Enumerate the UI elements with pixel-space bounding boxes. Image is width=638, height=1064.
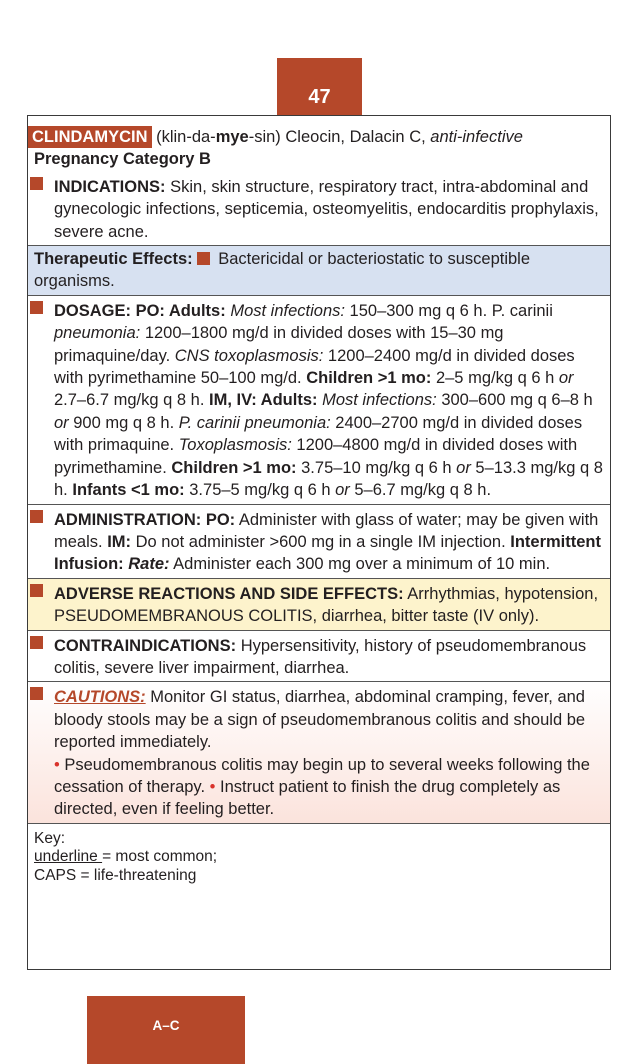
administration-section	[28, 505, 610, 579]
pregnancy-category: Pregnancy Category B	[34, 150, 211, 169]
square-bullet-icon	[197, 252, 210, 265]
dosage-text: or	[456, 458, 471, 477]
dosage-text: 5–6.7 mg/kg q 8 h.	[349, 481, 492, 500]
brand-names: -sin) Cleocin, Dalacin C,	[248, 128, 431, 146]
bullet-icon: •	[54, 755, 60, 774]
dosage-text: Toxoplasmosis:	[178, 436, 292, 455]
dosage-text: 900 mg q 8 h.	[68, 413, 179, 432]
square-bullet-icon	[30, 687, 43, 700]
key-caps-text: CAPS = life-threatening	[34, 866, 197, 884]
drug-card	[27, 115, 611, 970]
indications-label: INDICATIONS:	[54, 177, 166, 196]
key-legend	[28, 824, 610, 886]
key-underline-line	[34, 848, 604, 867]
dosage-text: P. carinii pneumonia:	[178, 413, 331, 432]
dosage-text: pneumonia:	[54, 324, 141, 343]
dosage-text: Most infections:	[230, 301, 345, 320]
dosage-text: 2.7–6.7 mg/kg q 8 h.	[54, 391, 210, 410]
administration-label: ADMINISTRATION: PO:	[54, 510, 236, 529]
page-number: 47	[308, 86, 331, 108]
dosage-text: 1200–1800 mg/d in divided doses with 15–30 mg primaquine/day.	[54, 324, 504, 365]
therapeutic-section	[28, 246, 610, 296]
key-title: Key:	[34, 829, 66, 847]
dosage-section	[28, 296, 610, 505]
dosage-text: 150–300 mg q 6 h. P. carinii	[344, 301, 553, 320]
administration-text: Administer with glass of water; may be given with meals.	[54, 510, 599, 551]
drug-class: anti-infective	[430, 128, 523, 146]
adverse-label: ADVERSE REACTIONS AND SIDE EFFECTS:	[54, 584, 404, 603]
square-bullet-icon	[30, 510, 43, 523]
administration-text: IM:	[107, 532, 132, 551]
cautions-text: Pseudomembranous colitis may begin up to several weeks following the cessation of therapy.	[54, 755, 590, 796]
therapeutic-label: Therapeutic Effects:	[34, 250, 193, 269]
dosage-text: 1200–4800 mg/d in divided doses with pyrimethamine.	[54, 436, 578, 477]
dosage-text: 300–600 mg q 6–8 h	[436, 391, 593, 410]
administration-text: Administer each 300 mg over a minimum of 10 min.	[169, 555, 551, 574]
cautions-section	[28, 682, 610, 823]
dosage-text: 1200–2400 mg/d in divided doses with pyrimethamine 50–100 mg/d.	[54, 346, 575, 388]
dosage-text: Most infections:	[322, 391, 437, 410]
cautions-label: CAUTIONS:	[54, 688, 146, 707]
drug-header	[28, 116, 610, 172]
pronunciation-stress: mye	[215, 128, 249, 146]
pronunciation-pre: (klin-da-	[151, 128, 216, 146]
key-underline-text: = most common;	[102, 848, 218, 866]
administration-text: Intermittent Infusion:	[54, 532, 601, 574]
dosage-text: IM, IV: Adults:	[209, 391, 318, 410]
therapeutic-text: Bactericidal or bacteriostatic to susceptible organisms.	[34, 250, 531, 291]
square-bullet-icon	[30, 177, 43, 190]
dosage-text: 2–5 mg/kg q 6 h	[431, 369, 559, 388]
dosage-text: 3.75–10 mg/kg q 6 h	[296, 458, 457, 477]
square-bullet-icon	[30, 636, 43, 649]
indications-text: Skin, skin structure, respiratory tract, intra-abdominal and gynecologic infections, septicemia, osteomyelitis, endocarditis prophylaxis, severe acne.	[54, 177, 599, 241]
cautions-text: Instruct patient to finish the drug completely as directed, even if feeling better.	[54, 777, 561, 819]
dosage-text: 5–13.3 mg/kg q 8 h.	[54, 458, 603, 500]
section-tab	[87, 996, 245, 1064]
adverse-section	[28, 579, 610, 631]
contraindications-section	[28, 631, 610, 683]
drug-name: CLINDAMYCIN	[28, 126, 152, 148]
administration-text: Do not administer >600 mg in a single IM injection.	[131, 532, 511, 551]
indications-section	[28, 172, 610, 246]
dosage-label: DOSAGE: PO: Adults:	[54, 301, 226, 320]
key-underline-word: underline	[34, 848, 103, 866]
square-bullet-icon	[30, 301, 43, 314]
dosage-text: 2400–2700 mg/d in divided doses with primaquine.	[54, 413, 583, 455]
page-number-tab	[277, 58, 362, 115]
bullet-icon: •	[209, 777, 216, 796]
dosage-text: CNS toxoplasmosis:	[174, 346, 324, 365]
square-bullet-icon	[30, 584, 43, 597]
dosage-text: 3.75–5 mg/kg q 6 h	[184, 481, 336, 500]
dosage-text: Children >1 mo:	[171, 458, 297, 477]
dosage-text: or	[335, 481, 350, 500]
section-tab-label: A–C	[152, 1018, 180, 1033]
contraindications-label: CONTRAINDICATIONS:	[54, 636, 237, 655]
administration-text: Rate:	[128, 555, 170, 574]
dosage-text: or	[558, 369, 574, 388]
contraindications-text: Hypersensitivity, history of pseudomembranous colitis, severe liver impairment, diarrhea.	[54, 636, 587, 677]
dosage-text: or	[54, 413, 69, 432]
cautions-text: Monitor GI status, diarrhea, abdominal cramping, fever, and bloody stools may be a sign of pseudomembranous colitis and should be reported immediately.	[54, 688, 586, 752]
dosage-text: Children >1 mo:	[306, 369, 432, 388]
adverse-text: Arrhythmias, hypotension, PSEUDOMEMBRANOUS COLITIS, diarrhea, bitter taste (IV only).	[54, 584, 599, 626]
dosage-text: Infants <1 mo:	[72, 481, 185, 500]
